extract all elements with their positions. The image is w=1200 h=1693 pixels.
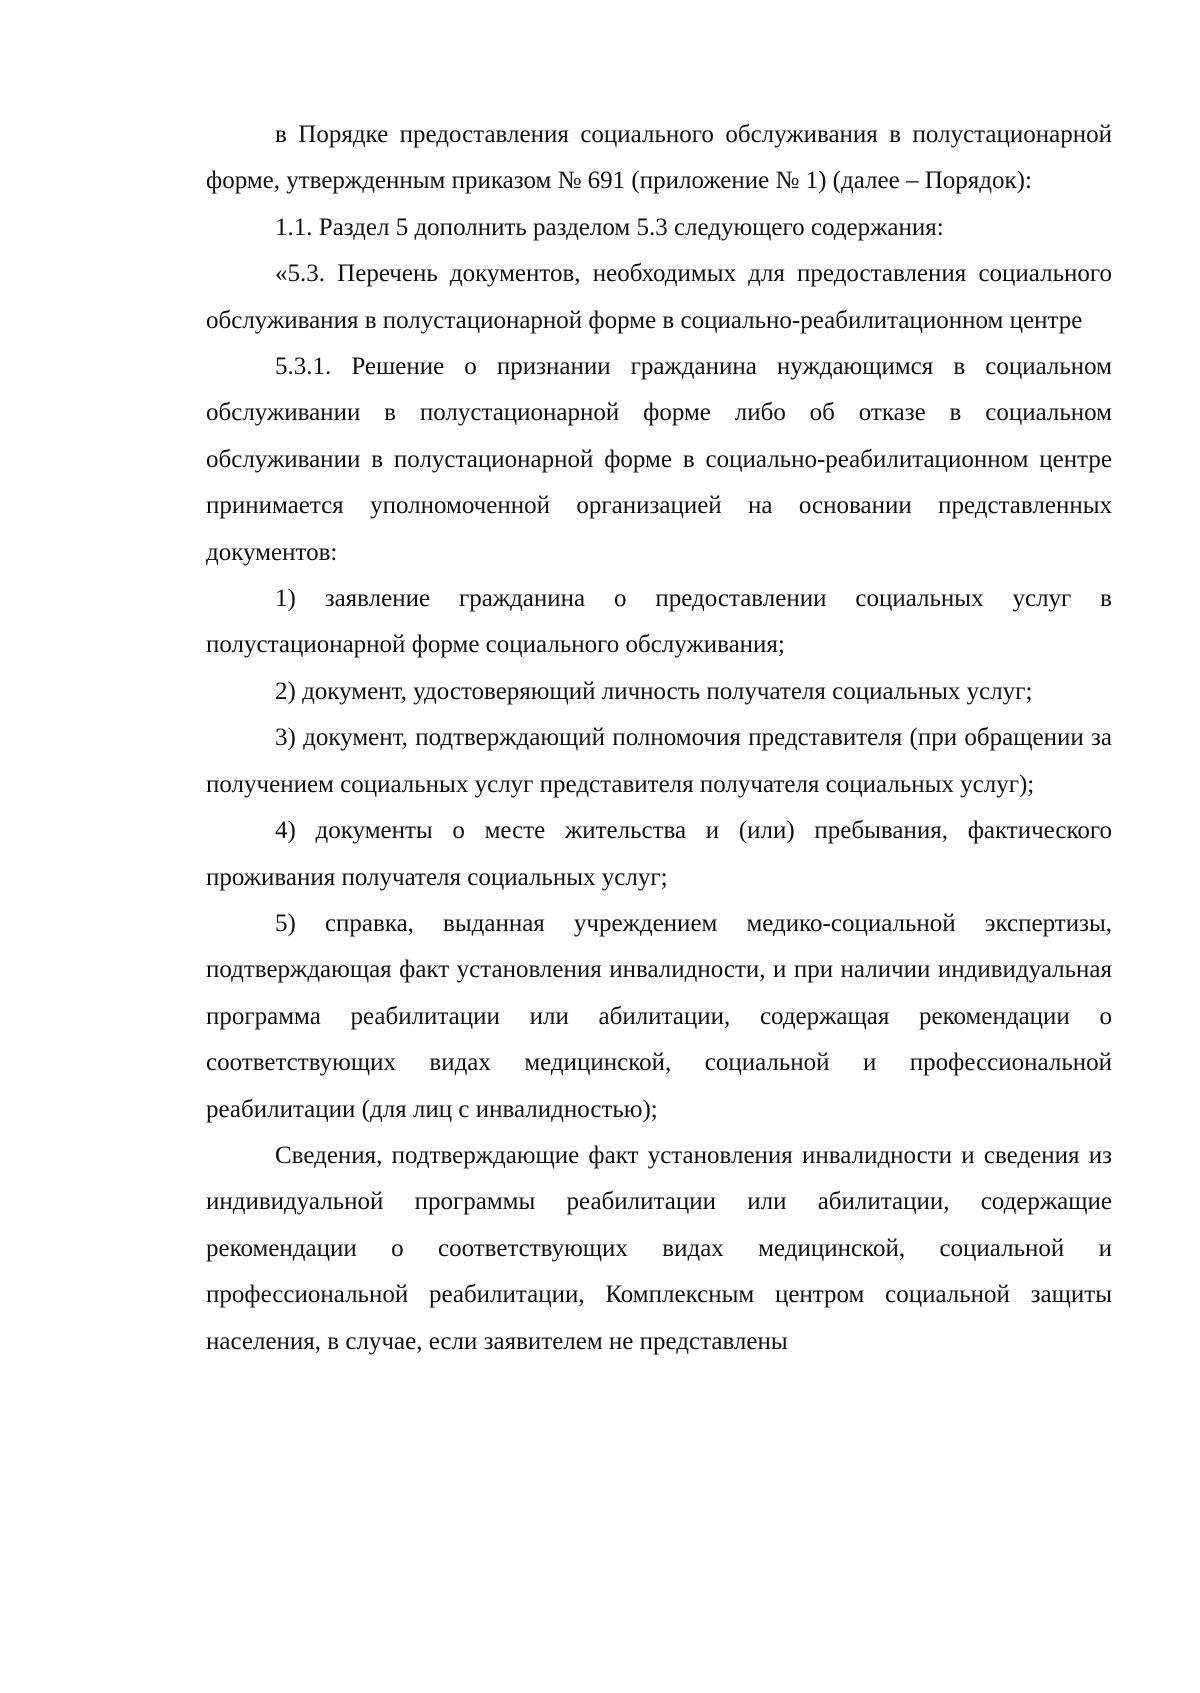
paragraph-disability-info: Сведения, подтверждающие факт установления инвалидности и сведения из индивидуальной программы реабилитации или абилитации, содержащие рекомендации о соответствующих видах медицинской, социальной и профессиональной реабилитации, Комплексным центром социальной защиты населения, в случае, если заявителем не представлены [206,1141,1112,1355]
paragraph-order-reference: в Порядке предоставления социального обслуживания в полустационарной форме, утвержденным приказом № 691 (приложение № 1) (далее – Порядок): [206,121,1112,195]
list-item-2: 2) документ, удостоверяющий личность получателя социальных услуг; [275,677,1033,705]
list-item-3: 3) документ, подтверждающий полномочия представителя (при обращении за получением социальных услуг представителя получателя социальных услуг); [206,724,1112,798]
list-item-1: 1) заявление гражданина о предоставлении социальных услуг в полустационарной форме социального обслуживания; [206,585,1112,659]
list-item-4: 4) документы о месте жительства и (или) пребывания, фактического проживания получателя социальных услуг; [206,817,1112,891]
paragraph-5-3-1: 5.3.1. Решение о признании гражданина нуждающимся в социальном обслуживании в полустационарной форме либо об отказе в социальном обслуживании в полустационарной форме в социально-реабилитационном центре принимается уполномоченной организацией на основании представленных документов: [206,353,1112,566]
paragraph-1-1: 1.1. Раздел 5 дополнить разделом 5.3 следующего содержания: [275,213,944,241]
list-item-5: 5) справка, выданная учреждением медико-социальной экспертизы, подтверждающая факт установления инвалидности, и при наличии индивидуальная программа реабилитации или абилитации, содержащая рекомендации о соответствующих видах медицинской, социальной и профессиональной реабилитации (для лиц с инвалидностью); [206,909,1112,1123]
document-page [206,112,1112,1365]
paragraph-5-3-heading: «5.3. Перечень документов, необходимых для предоставления социального обслуживания в полустационарной форме в социально-реабилитационном центре [206,260,1112,334]
